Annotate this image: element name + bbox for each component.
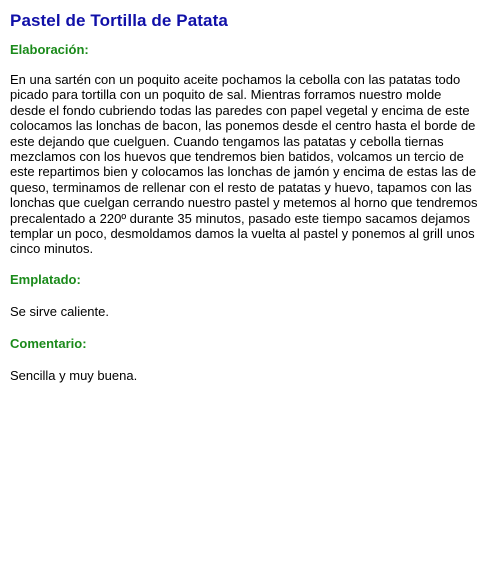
comentario-text: Sencilla y muy buena. bbox=[10, 368, 138, 384]
elaboracion-heading: Elaboración: bbox=[10, 42, 89, 57]
emplatado-heading: Emplatado: bbox=[10, 271, 81, 287]
recipe-title: Pastel de Tortilla de Patata bbox=[10, 11, 228, 30]
comentario-heading: Comentario: bbox=[10, 336, 87, 352]
elaboracion-text: En una sartén con un poquito aceite pochamos la cebolla con las patatas todo picado para tortilla con un poquito de sal. Mientras forramos nuestro molde desde el fondo cubriendo todas las paredes con papel vegetal y encima de este colocamos las lonchas de bacon, las ponemos desde el centro hasta el borde de este dejando que cuelguen. Cuando tengamos las patatas y cebolla tiernas mezclamos con los huevos que tendremos bien batidos, volcamos un tercio de este repartimos bien y colocamos las lonchas de jamón y encima de estas las de queso, terminamos de rellenar con el resto de patatas y huevo, tapamos con las lonchas que cuelgan cerrando nuestro pastel y metemos al horno que tendremos precalentado a 220º durante 35 minutos, pasado este tiempo sacamos dejamos templar un poco, desmoldamos damos la vuelta al pastel y ponemos al grill unos cinco minutos. bbox=[10, 72, 478, 257]
emplatado-text: Se sirve caliente. bbox=[10, 303, 109, 319]
